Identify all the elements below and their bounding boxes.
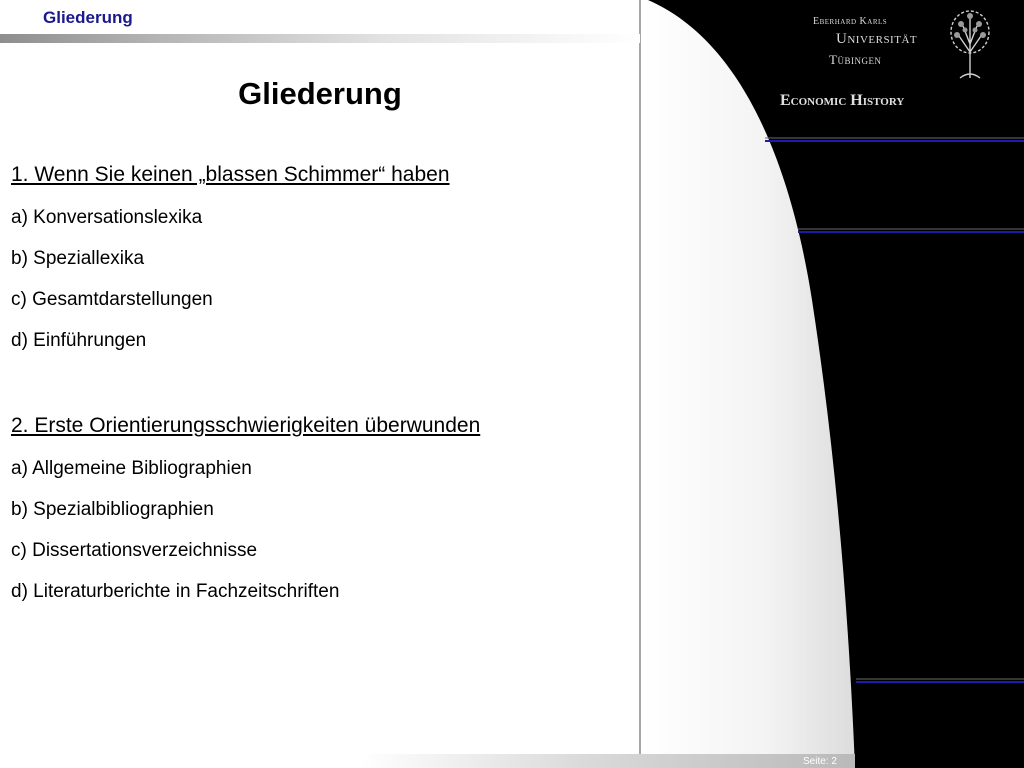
section-heading-1: 1. Wenn Sie keinen „blassen Schimmer“ haben [11,163,450,186]
header-gradient-bar [0,34,640,43]
slide-title: Gliederung [238,76,402,111]
list-item: b) Speziallexika [11,248,145,269]
page-number: Seite: 2 [803,756,837,767]
section-heading-2: 2. Erste Orientierungsschwierigkeiten überwunden [11,414,481,437]
list-item: d) Einführungen [11,330,147,351]
university-name-line3: Tübingen [829,52,882,67]
list-item: b) Spezialbibliographien [11,499,214,520]
list-item: c) Dissertationsverzeichnisse [11,540,258,561]
list-item: d) Literaturberichte in Fachzeitschriften [11,581,340,602]
university-name-line1: Eberhard Karls [813,16,888,27]
list-item: c) Gesamtdarstellungen [11,289,213,310]
department-label: Economic History [780,92,905,109]
tree-seal-icon [945,8,995,80]
list-item: a) Konversationslexika [11,207,203,228]
university-name-line2: Universität [836,31,918,47]
list-item: a) Allgemeine Bibliographien [11,458,252,479]
footer-gradient-bar [360,754,855,768]
header-title: Gliederung [43,8,133,27]
